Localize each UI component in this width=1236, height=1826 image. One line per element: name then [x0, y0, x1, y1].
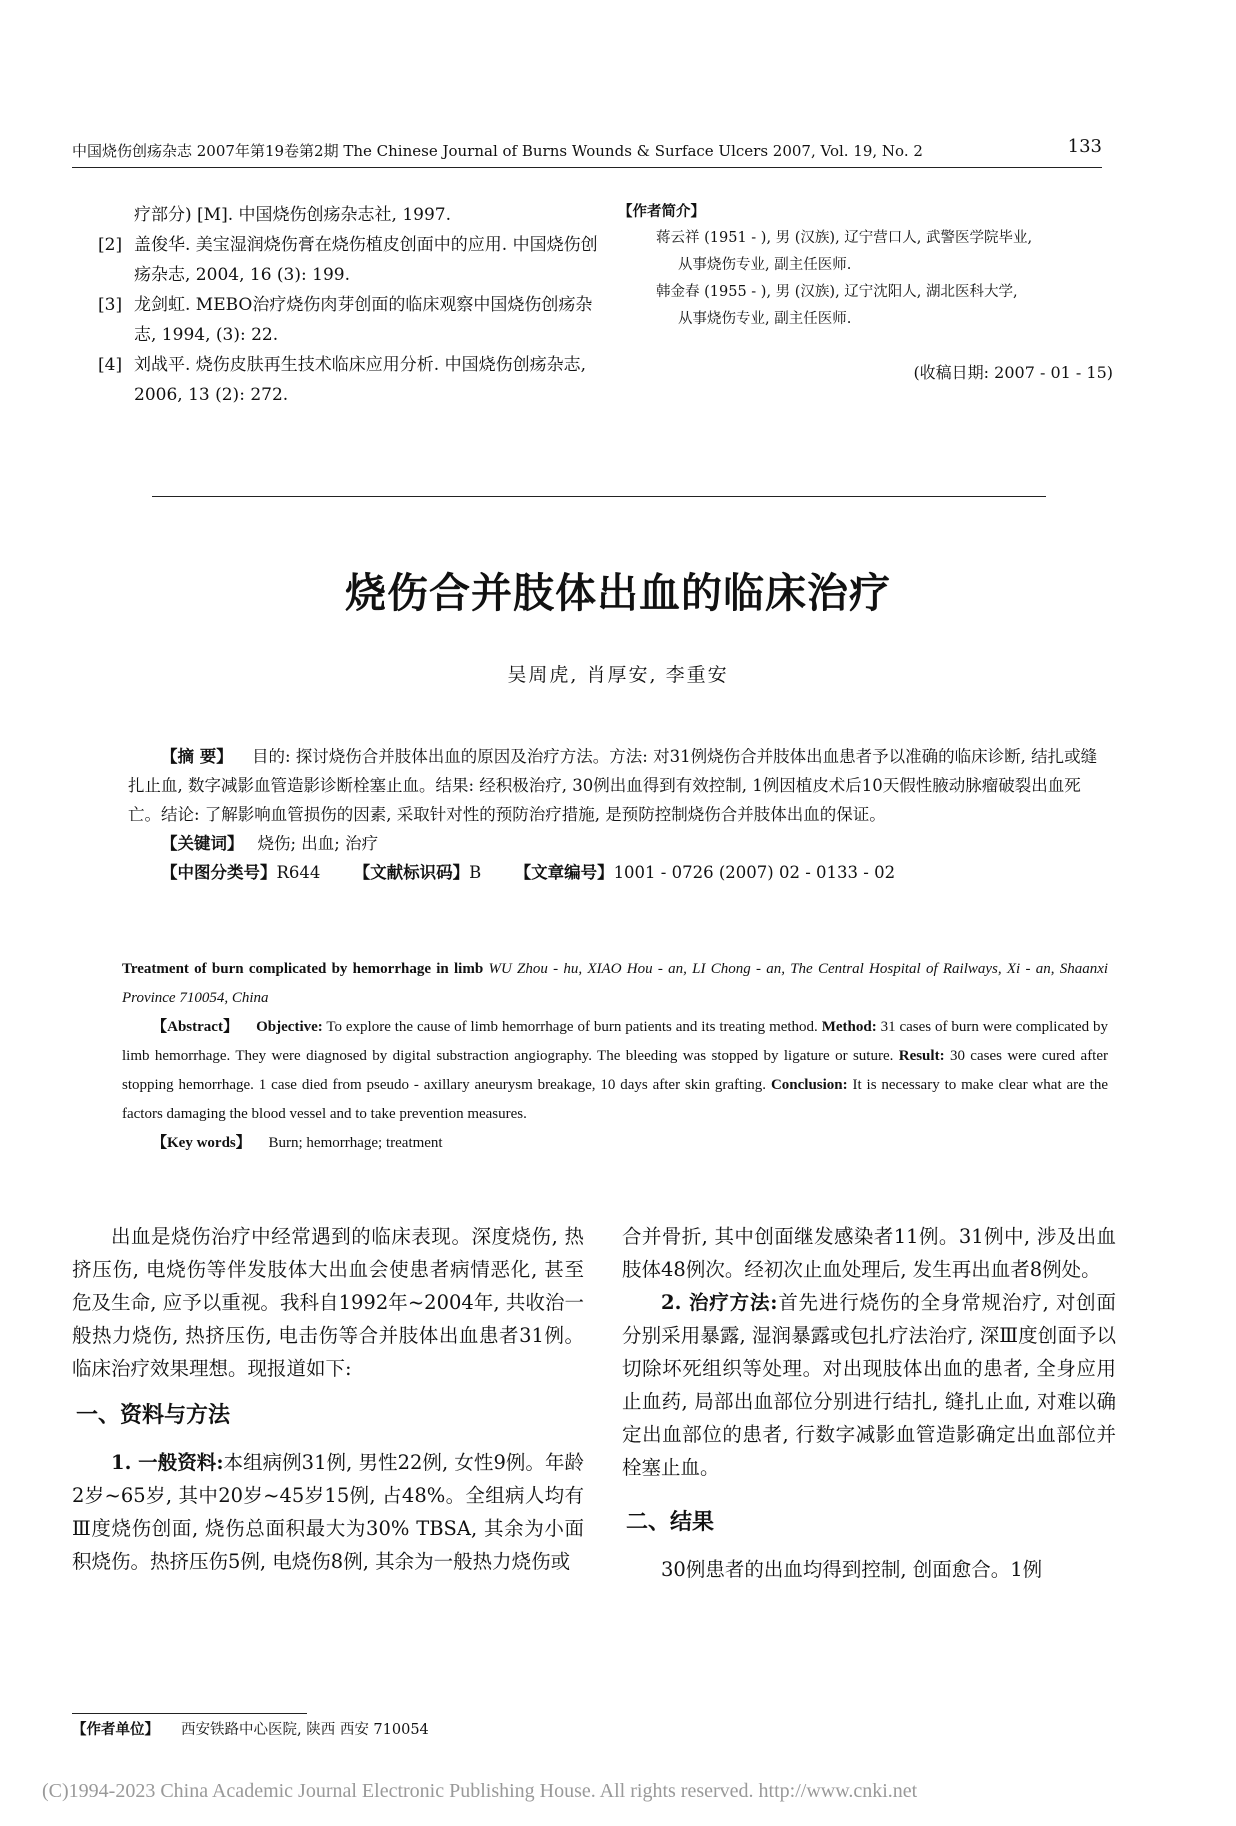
reference-continuation: 疗部分) [M]. 中国烧伤创疡杂志社, 1997. — [134, 205, 451, 225]
author-bio-line: 蒋云祥 (1951 - ), 男 (汉族), 辽宁营口人, 武警医学院毕业, — [656, 230, 1033, 246]
keywords-cn: 【关键词】 烧伤; 出血; 治疗 — [161, 834, 379, 853]
article-title: 烧伤合并肢体出血的临床治疗 — [345, 569, 891, 617]
body-paragraph: 1. 一般资料:本组病例31例, 男性22例, 女性9例。年龄2岁~65岁, 其中20岁~45岁15例, 占48%。全组病人均有Ⅲ度烧伤创面, 烧伤总面积最大为30% TBSA, 其余为小面积烧伤。热挤压伤5例, 电烧伤8例, 其余为一般热力烧伤或 — [72, 1451, 584, 1573]
body-paragraph: 2. 治疗方法:首先进行烧伤的全身常规治疗, 对创面分别采用暴露, 湿润暴露或包扎疗法治疗, 深Ⅲ度创面予以切除坏死组织等处理。对出现肢体出血的患者, 全身应用止血药, 局部出血部位分别进行结扎, 缝扎止血, 对难以确定出血部位的患者, 行数字减影血管造影确定出血部位并栓塞止血。 — [622, 1291, 1116, 1479]
reference-item: [3] 龙剑虹. MEBO治疗烧伤肉芽创面的临床观察中国烧伤创疡杂志, 1994, (3): 22. — [98, 295, 593, 345]
body-column-left — [72, 1220, 584, 1578]
running-header — [72, 136, 1102, 168]
body-column-right — [622, 1220, 1116, 1586]
journal-citation: 中国烧伤创疡杂志 2007年第19卷第2期 The Chinese Journal of Burns Wounds & Surface Ulcers 2007, Vol. 19, No. 2 — [72, 142, 923, 160]
abstract-en-title-line — [122, 955, 1108, 1013]
reference-item: [4] 刘战平. 烧伤皮肤再生技术临床应用分析. 中国烧伤创疡杂志, 2006, 13 (2): 272. — [98, 355, 587, 405]
author-bio-line: 从事烧伤专业, 副主任医师. — [678, 311, 852, 327]
page-number: 133 — [1067, 136, 1102, 157]
section-heading: 一、资料与方法 — [76, 1403, 231, 1428]
abstract-english — [122, 955, 1108, 1158]
abstract-en-title: Treatment of burn complicated by hemorrhage in limb — [122, 961, 484, 977]
body-paragraph: 30例患者的出血均得到控制, 创面愈合。1例 — [661, 1558, 1043, 1581]
author-bio-line: 从事烧伤专业, 副主任医师. — [678, 257, 852, 273]
reference-list — [98, 200, 598, 410]
received-date: (收稿日期: 2007 - 01 - 15) — [913, 363, 1113, 382]
author-bio-heading: 【作者简介】 — [618, 203, 705, 220]
section-heading: 二、结果 — [626, 1510, 715, 1535]
abstract-cn-text: 目的: 探讨烧伤合并肢体出血的原因及治疗方法。方法: 对31例烧伤合并肢体出血患者予以准确的临床诊断, 结扎或缝扎止血, 数字减影血管造影诊断栓塞止血。结果: 经积极治疗, 30例出血得到有效控制, 1例因植皮术后10天假性腋动脉瘤破裂出血死亡。结论: 了解影响血管损伤的因素, 采取针对性的预防治疗措施, 是预防控制烧伤合并肢体出血的保证。 — [128, 747, 1098, 824]
abstract-en-body: 【Abstract】 Objective: To explore the cause of limb hemorrhage of burn patients and its treating method. Method: 31 cases of burn were complicated by limb hemorrhage. They were diagnosed by digital substraction angiography. The bleeding was stopped by ligature or suture. Result: 30 cases were cured after stopping hemorrhage. 1 case died from pseudo - axillary aneurysm breakage, 10 days after skin grafting. Conclusion: It is necessary to make clear what are the factors damaging the blood vessel and to take prevention measures. — [122, 1019, 1109, 1122]
abstract-cn-body — [128, 742, 1113, 829]
footnote-rule — [72, 1713, 307, 1714]
classification-cn: 【中图分类号】R644 【文献标识码】B 【文章编号】1001 - 0726 (2007) 02 - 0133 - 02 — [161, 863, 896, 882]
copyright-notice: (C)1994-2023 China Academic Journal Electronic Publishing House. All rights reserved. http://www.cnki.net — [42, 1780, 918, 1802]
abstract-en-affiliation: WU Zhou - hu, XIAO Hou - an, LI Chong - an, The Central Hospital of Railways, Xi - an, Shaanxi Province 710054, China — [122, 961, 1109, 1006]
abstract-cn-label: 【摘 要】 — [161, 747, 233, 766]
reference-item: [2] 盖俊华. 美宝湿润烧伤膏在烧伤植皮创面中的应用. 中国烧伤创疡杂志, 2004, 16 (3): 199. — [98, 235, 598, 285]
author-bio-line: 韩金春 (1955 - ), 男 (汉族), 辽宁沈阳人, 湖北医科大学, — [656, 284, 1018, 300]
keywords-en: 【Key words】 Burn; hemorrhage; treatment — [152, 1135, 443, 1151]
intro-paragraph: 出血是烧伤治疗中经常遇到的临床表现。深度烧伤, 热挤压伤, 电烧伤等伴发肢体大出血会使患者病情恶化, 甚至危及生命, 应予以重视。我科自1992年~2004年, 共收治一般热力烧伤, 热挤压伤, 电击伤等合并肢体出血患者31例。临床治疗效果理想。现报道如下: — [72, 1225, 584, 1380]
author-affiliation-footnote: 【作者单位】 西安铁路中心医院, 陕西 西安 710054 — [72, 1721, 429, 1738]
body-paragraph: 合并骨折, 其中创面继发感染者11例。31例中, 涉及出血肢体48例次。经初次止血处理后, 发生再出血者8例处。 — [622, 1225, 1116, 1281]
author-bio — [618, 198, 1113, 386]
abstract-chinese — [128, 742, 1113, 887]
article-authors: 吴周虎, 肖厚安, 李重安 — [507, 664, 729, 686]
section-divider — [152, 496, 1046, 497]
